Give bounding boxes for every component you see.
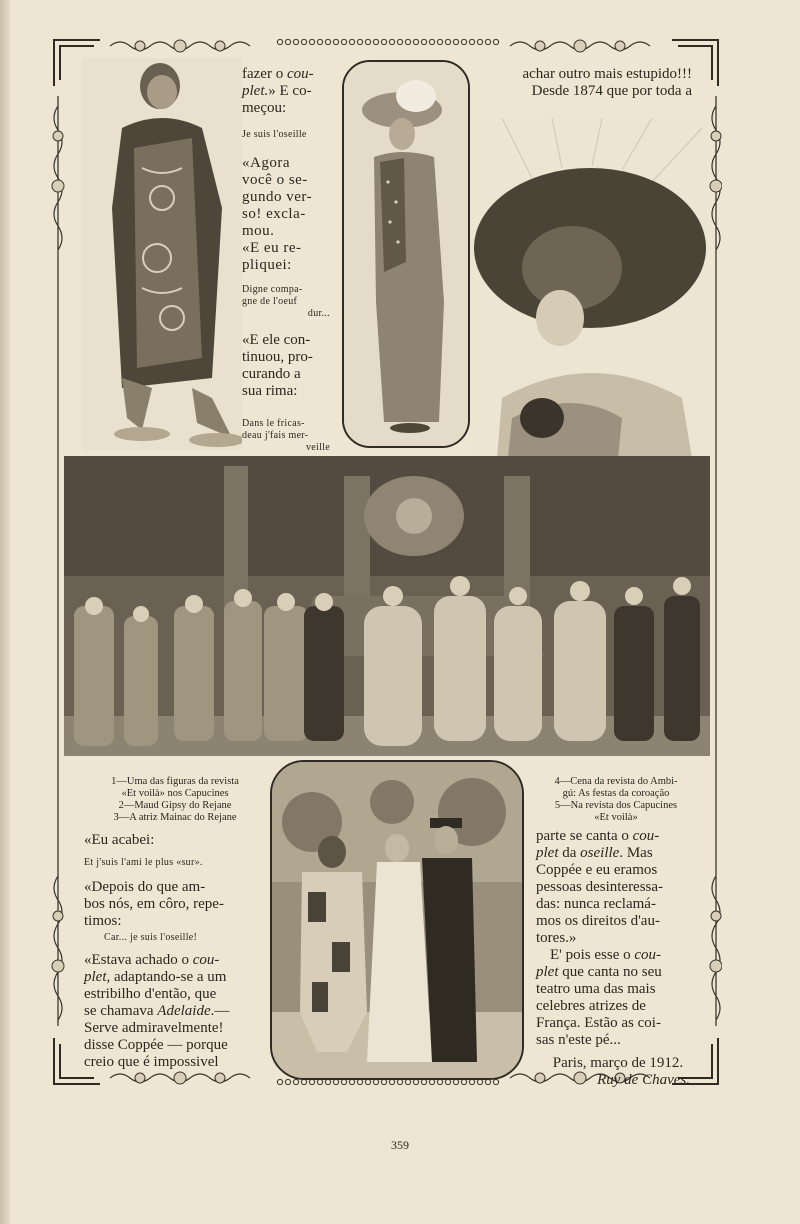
text-line: da — [558, 845, 581, 861]
text-line: que canta no seu — [558, 964, 662, 980]
photo-2-maud-gipsy — [342, 60, 470, 448]
dateline: Paris, março de 1912. — [552, 1055, 684, 1071]
text-italic: cou- — [632, 828, 660, 844]
page-binding-edge — [0, 0, 10, 1224]
verse-line: Digne compa- — [242, 284, 303, 295]
text-italic: plet — [536, 964, 559, 980]
text-line: mou. — [242, 223, 275, 239]
text-line: pliquei: — [242, 257, 292, 273]
text-line: «Depois do que am- — [84, 879, 206, 895]
caption-line: 5—Na revista dos Capucines — [554, 800, 678, 811]
article-column-top-right — [470, 66, 692, 100]
text-line: tinuou, pro- — [242, 349, 313, 365]
text-line: celebres atrizes de — [536, 998, 646, 1014]
caption-line: «Et voilà» nos Capucines — [121, 788, 229, 799]
verse-line: Car... je suis l'oseille! — [104, 932, 198, 943]
text-line: Coppée e eu eramos — [536, 862, 658, 878]
text-italic: Adelaide — [157, 1003, 211, 1019]
text-italic: oseille — [580, 845, 620, 861]
text-line: «Eu acabei: — [84, 832, 155, 848]
article-column-lower-left — [84, 832, 264, 1077]
text-line: disse Coppée — porque — [84, 1037, 228, 1053]
text-line: «E ele con- — [242, 332, 311, 348]
text-line: Desde 1874 que por toda a — [531, 83, 692, 99]
verse-line: veille — [305, 442, 330, 453]
text-line: E' pois esse o — [550, 947, 635, 963]
text-line: sas n'este pé... — [536, 1032, 621, 1048]
text-line: parte se canta o — [536, 828, 633, 844]
text-line: bos nós, em côro, repe- — [84, 896, 224, 912]
text-line: estribilho d'então, que — [84, 986, 217, 1002]
caption-line: 1—Uma das figuras da revista — [111, 776, 239, 787]
text-line: teatro uma das mais — [536, 981, 656, 997]
article-column-1 — [242, 66, 330, 460]
verse-block — [242, 284, 330, 320]
text-line: mos os direitos d'au- — [536, 913, 660, 929]
text-line: timos: — [84, 913, 122, 929]
text-line: pessoas desinteressa- — [536, 879, 664, 895]
text-line: meçou: — [242, 100, 287, 116]
verse-line: gne de l'oeuf — [242, 296, 298, 307]
photo-5-et-voila-capucines — [270, 760, 524, 1080]
text-line: achar outro mais estupido!!! — [522, 66, 692, 82]
text-line: sua rima: — [242, 383, 298, 399]
verse-line: Dans le fricas- — [242, 418, 305, 429]
text-italic: plet — [536, 845, 559, 861]
caption-line: 4—Cena da revista do Ambi- — [554, 776, 678, 787]
text-line: fazer o — [242, 66, 287, 82]
text-italic: cou- — [192, 952, 220, 968]
text-italic: cou- — [634, 947, 662, 963]
text-line: «E eu re- — [242, 240, 302, 256]
caption-line: «Et voilà» — [594, 812, 638, 823]
author-signature: Ruy de Chaves. — [597, 1072, 690, 1088]
text-line: » E co- — [268, 83, 312, 99]
text-line: «Estava achado o — [84, 952, 193, 968]
caption-right — [526, 776, 706, 824]
verse-line: Je suis l'oseille — [242, 129, 307, 140]
text-line: das: nunca reclamá- — [536, 896, 656, 912]
article-column-lower-right — [536, 828, 700, 1089]
text-line: «Agora — [242, 155, 290, 171]
text-line: .— — [210, 1003, 230, 1019]
caption-left — [80, 776, 270, 824]
text-italic: cou- — [286, 66, 314, 82]
caption-line: gú: As festas da coroação — [562, 788, 670, 799]
text-line: gundo ver- — [242, 189, 313, 205]
text-line: França. Estão as coi- — [536, 1015, 661, 1031]
text-line: so! excla- — [242, 206, 306, 222]
photo-4-stage-scene-coronation — [64, 456, 710, 756]
text-line: você o se- — [242, 172, 308, 188]
page-number: 359 — [391, 1138, 409, 1152]
text-line: se chamava — [84, 1003, 158, 1019]
caption-line: 2—Maud Gipsy do Rejane — [118, 800, 232, 811]
verse-block — [242, 418, 330, 454]
text-line: tores.» — [536, 930, 577, 946]
photo-1-costumed-figure — [82, 58, 242, 450]
text-line: . Mas — [619, 845, 653, 861]
text-line: creio que é impossivel — [84, 1054, 219, 1070]
caption-line: 3—A atriz Mainac do Rejane — [113, 812, 237, 823]
text-italic: plet — [84, 969, 107, 985]
text-italic: plet. — [242, 83, 269, 99]
verse-line: Et j'suis l'ami le plus «sur». — [84, 857, 203, 868]
text-line: curando a — [242, 366, 301, 382]
verse-line: deau j'fais mer- — [242, 430, 309, 441]
text-line: Serve admiravelmente! — [84, 1020, 224, 1036]
text-line: , adaptando-se a um — [106, 969, 227, 985]
verse-line: dur... — [307, 308, 330, 319]
